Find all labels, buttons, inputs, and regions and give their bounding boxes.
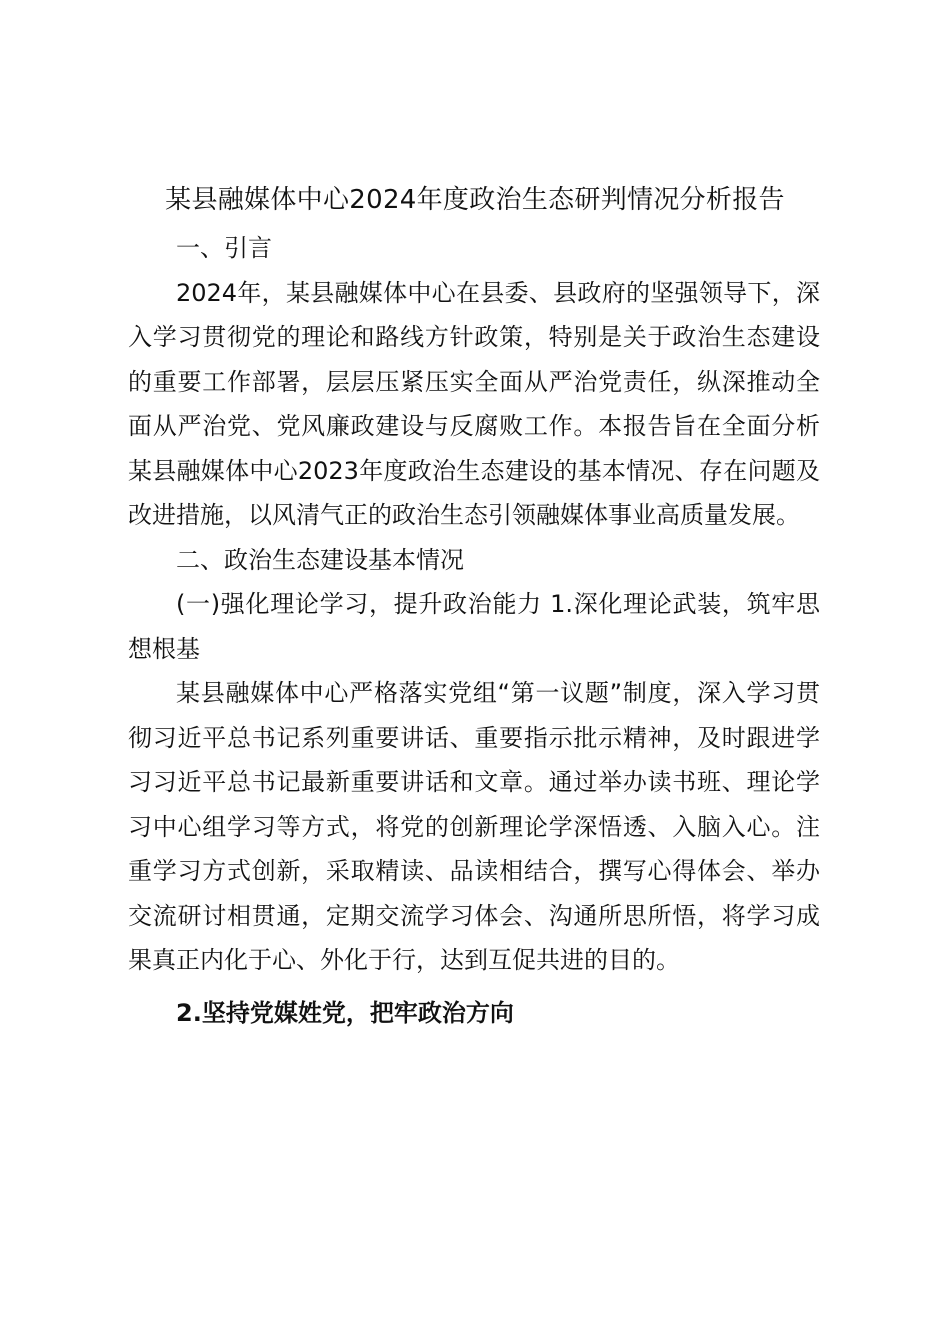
paragraph-intro: 2024年，某县融媒体中心在县委、县政府的坚强领导下，深入学习贯彻党的理论和路线方针政策，特别是关于政治生态建设的重要工作部署，层层压紧压实全面从严治党责任，纵深推动全面从严治党、党风廉政建设与反腐败工作。本报告旨在全面分析某县融媒体中心2023年度政治生态建设的基本情况、存在问题及改进措施，以风清气正的政治生态引领融媒体事业高质量发展。 bbox=[128, 278, 820, 529]
subheading-theory-study: (一)强化理论学习，提升政治能力 1.深化理论武装，筑牢思想根基 bbox=[128, 590, 820, 663]
document-title: 某县融媒体中心2024年度政治生态研判情况分析报告 bbox=[165, 185, 785, 215]
subheading-party-media: 2.坚持党媒姓党，把牢政治方向 bbox=[176, 998, 514, 1027]
heading-basic-situation: 二、政治生态建设基本情况 bbox=[176, 545, 464, 574]
document-body bbox=[128, 226, 820, 1035]
heading-intro: 一、引言 bbox=[176, 234, 272, 262]
paragraph-theory-study: 某县融媒体中心严格落实党组“第一议题”制度，深入学习贯彻习近平总书记系列重要讲话、重要指示批示精神，及时跟进学习习近平总书记最新重要讲话和文章。通过举办读书班、理论学习中心组学习等方式，将党的创新理论学深悟透、入脑入心。注重学习方式创新，采取精读、品读相结合，撰写心得体会、举办交流研讨相贯通，定期交流学习体会、沟通所思所悟，将学习成果真正内化于心、外化于行，达到互促共进的目的。 bbox=[128, 679, 820, 974]
